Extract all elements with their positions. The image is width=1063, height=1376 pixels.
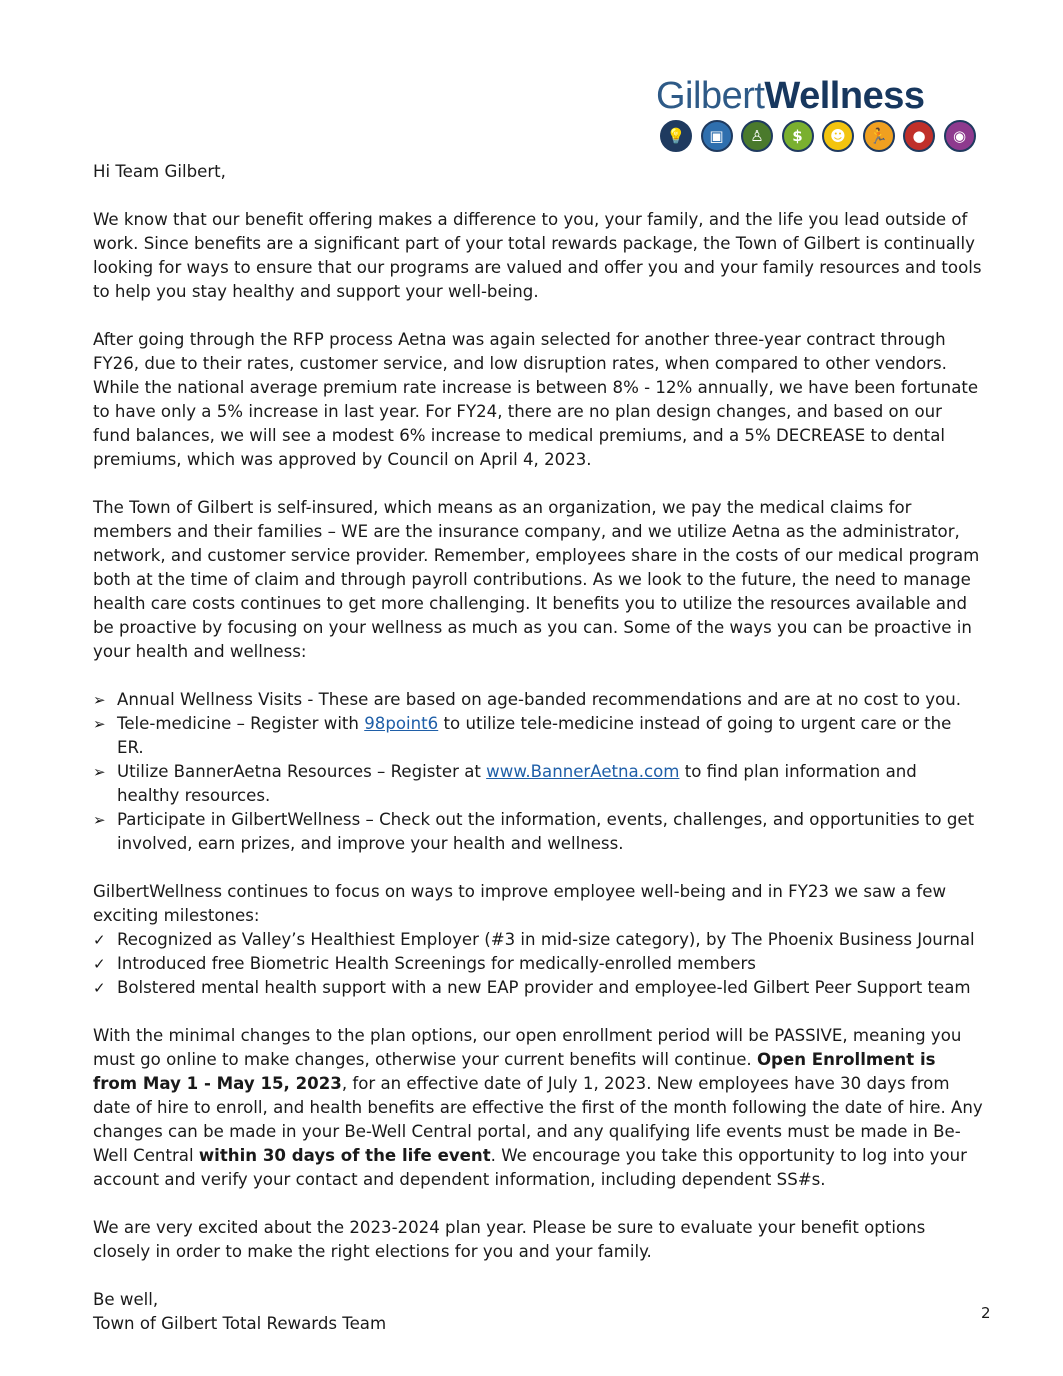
milestones-list <box>93 928 983 1000</box>
proactive-list <box>93 688 983 856</box>
list-item: ➢ Annual Wellness Visits - These are based on age-banded recommendations and are at no cost to you. <box>93 688 983 712</box>
arrow-bullet-icon: ➢ <box>93 715 106 733</box>
apple-icon: ● <box>903 120 935 152</box>
runner-icon: 🏃 <box>863 120 895 152</box>
meditation-icon: ♙ <box>741 120 773 152</box>
98point6-link[interactable]: 98point6 <box>364 714 439 733</box>
paragraph-plan-year: We are very excited about the 2023-2024 plan year. Please be sure to evaluate your benefit options closely in order to make the right elections for you and your family. <box>93 1218 926 1261</box>
greeting: Hi Team Gilbert, <box>93 162 226 181</box>
banner-aetna-link[interactable]: www.BannerAetna.com <box>486 762 680 781</box>
brain-icon: ◉ <box>944 120 976 152</box>
dollar-icon: $ <box>782 120 814 152</box>
list-item: ✓ Bolstered mental health support with a new EAP provider and employee-led Gilbert Peer Support team <box>93 976 983 1000</box>
enrollment-dates: Open Enrollment is from May 1 - May 15, 2023 <box>93 1050 936 1093</box>
closing: Be well, <box>93 1290 159 1309</box>
gilbert-wellness-logo <box>656 74 978 156</box>
list-item: ✓ Recognized as Valley’s Healthiest Employer (#3 in mid-size category), by The Phoenix Business Journal <box>93 928 983 952</box>
logo-text-bold: Wellness <box>764 75 925 117</box>
letter-body <box>93 160 983 1336</box>
list-item: ➢ Tele-medicine – Register with 98point6 to utilize tele-medicine instead of going to urgent care or the ER. <box>93 714 952 757</box>
logo-wordmark <box>656 74 978 118</box>
arrow-bullet-icon: ➢ <box>93 763 106 781</box>
lightbulb-icon: 💡 <box>660 120 692 152</box>
list-item: ➢ Utilize BannerAetna Resources – Register at www.BannerAetna.com to find plan information and healthy resources. <box>93 762 917 805</box>
list-item: ➢ Participate in GilbertWellness – Check out the information, events, challenges, and opportunities to get involved, earn prizes, and improve your health and wellness. <box>93 810 975 853</box>
checkmark-icon: ✓ <box>93 979 106 997</box>
paragraph-benefits-intro: We know that our benefit offering makes a difference to you, your family, and the life you lead outside of work. Since benefits are a significant part of your total rewards package, the Town of Gilbert is continually looking for ways to ensure that our programs are valued and offer you and your family resources and tools to help you stay healthy and support your well-being. <box>93 210 982 301</box>
paragraph-open-enrollment: With the minimal changes to the plan options, our open enrollment period will be PASSIVE, meaning you must go online to make changes, otherwise your current benefits will continue. Open Enrollment is from May 1 - May 15, 2023, for an effective date of July 1, 2023. New employees have 30 days from date of hire to enroll, and health benefits are effective the first of the month following the date of hire. Any changes can be made in your Be-Well Central portal, and any qualifying life events must be made in Be-Well Central within 30 days of the life event. We encourage you take this opportunity to log into your account and verify your contact and dependent information, including dependent SS#s. <box>93 1026 983 1189</box>
arrow-bullet-icon: ➢ <box>93 691 106 709</box>
signature: Town of Gilbert Total Rewards Team <box>93 1314 387 1333</box>
paragraph-rfp-premiums: After going through the RFP process Aetna was again selected for another three-year contract through FY26, due to their rates, customer service, and low disruption rates, when compared to other vendors. While the national average premium rate increase is between 8% - 12% annually, we have been fortunate to have only a 5% increase in last year. For FY24, there are no plan design changes, and based on our fund balances, we will see a modest 6% increase to medical premiums, and a 5% DECREASE to dental premiums, which was approved by Council on April 4, 2023. <box>93 330 979 469</box>
logo-text-light: Gilbert <box>656 75 765 117</box>
list-item: ✓ Introduced free Biometric Health Screenings for medically-enrolled members <box>93 952 983 976</box>
checkmark-icon: ✓ <box>93 931 106 949</box>
paragraph-milestones: GilbertWellness continues to focus on ways to improve employee well-being and in FY23 we saw a few exciting milestones: <box>93 882 947 925</box>
page-number: 2 <box>981 1304 991 1322</box>
people-icon: ☻ <box>822 120 854 152</box>
wellness-icon-row <box>660 120 978 152</box>
briefcase-icon: ▣ <box>701 120 733 152</box>
checkmark-icon: ✓ <box>93 955 106 973</box>
arrow-bullet-icon: ➢ <box>93 811 106 829</box>
life-event-deadline: within 30 days of the life event <box>198 1146 491 1165</box>
paragraph-self-insured: The Town of Gilbert is self-insured, which means as an organization, we pay the medical claims for members and their families – WE are the insurance company, and we utilize Aetna as the administrator, network, and customer service provider. Remember, employees share in the costs of our medical program both at the time of claim and through payroll contributions. As we look to the future, the need to manage health care costs continues to get more challenging. It benefits you to utilize the resources available and be proactive by focusing on your wellness as much as you can. Some of the ways you can be proactive in your health and wellness: <box>93 498 980 661</box>
